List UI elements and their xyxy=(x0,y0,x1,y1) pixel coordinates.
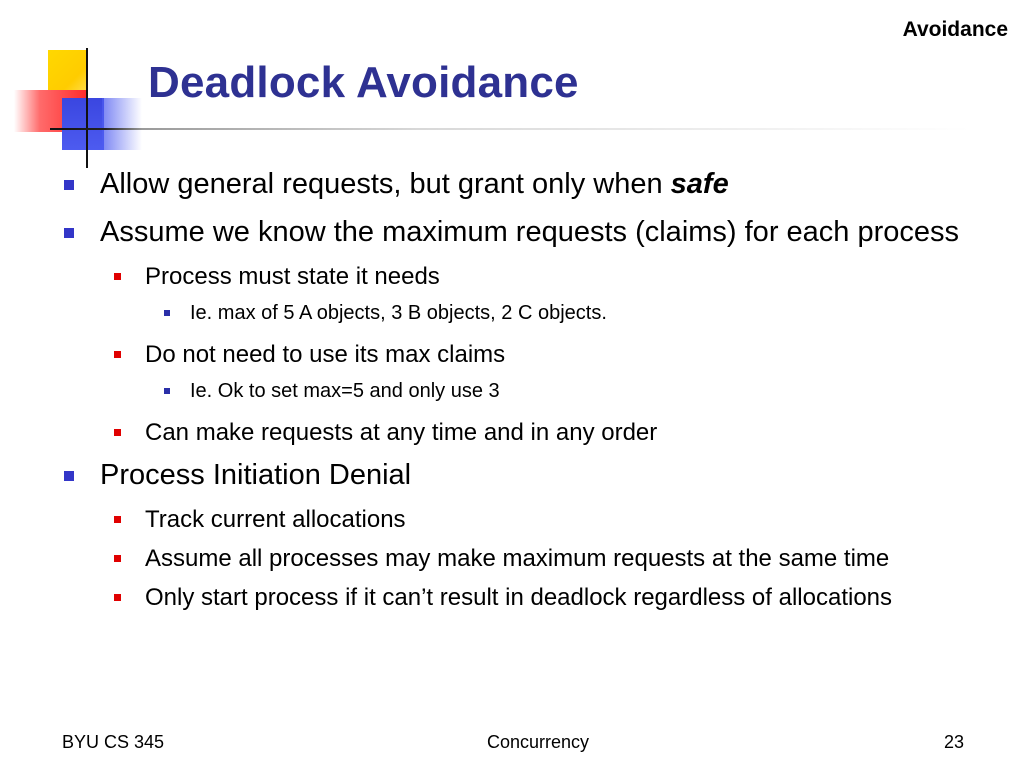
sub-bullet-item xyxy=(60,338,1000,372)
bullet-text: Do not need to use its max claims xyxy=(145,341,506,368)
sub-bullet-item xyxy=(60,581,1000,615)
square-bullet-icon xyxy=(64,180,74,190)
sub-sub-bullet-item xyxy=(60,377,1000,405)
bullet-text: Process must state it needs xyxy=(145,263,440,290)
bullet-text: Ie. Ok to set max=5 and only use 3 xyxy=(190,380,500,402)
bullet-text: Process Initiation Denial xyxy=(100,459,412,491)
bullet-list xyxy=(60,164,1000,620)
square-bullet-icon xyxy=(64,471,74,481)
bullet-item xyxy=(60,164,1000,205)
square-bullet-icon xyxy=(114,594,121,601)
square-bullet-icon xyxy=(164,388,170,394)
square-bullet-icon xyxy=(64,228,74,238)
bullet-item xyxy=(60,455,1000,496)
square-bullet-icon xyxy=(114,429,121,436)
sub-bullet-item xyxy=(60,503,1000,537)
sub-bullet-item xyxy=(60,416,1000,450)
footer-page-number: 23 xyxy=(943,732,964,752)
corner-squares-logo xyxy=(0,0,160,170)
bullet-text: Assume all processes may make maximum requests at the same time xyxy=(145,545,890,572)
bullet-text: Assume we know the maximum requests (claims) for each process xyxy=(100,216,960,248)
square-bullet-icon xyxy=(114,555,121,562)
title-underline xyxy=(50,128,970,130)
sub-sub-bullet-item xyxy=(60,299,1000,327)
sub-bullet-item xyxy=(60,260,1000,294)
bullet-text: Track current allocations xyxy=(145,506,406,533)
square-bullet-icon xyxy=(114,516,121,523)
square-bullet-icon xyxy=(164,310,170,316)
square-bullet-icon xyxy=(114,351,121,358)
section-tag: Avoidance xyxy=(902,18,1008,41)
bullet-item xyxy=(60,212,1000,253)
logo-blue-square xyxy=(62,98,104,150)
logo-blue-fade xyxy=(102,98,142,150)
logo-vertical-line xyxy=(86,48,88,168)
sub-bullet-item xyxy=(60,542,1000,576)
bullet-text: Ie. max of 5 A objects, 3 B objects, 2 C objects. xyxy=(190,302,607,324)
bullet-emphasis: safe xyxy=(670,168,729,200)
slide-title: Deadlock Avoidance xyxy=(148,58,579,107)
bullet-text: Allow general requests, but grant only when xyxy=(100,168,671,200)
bullet-text: Only start process if it can’t result in deadlock regardless of allocations xyxy=(145,584,893,611)
bullet-text: Can make requests at any time and in any order xyxy=(145,419,658,446)
footer-topic: Concurrency xyxy=(486,732,590,752)
square-bullet-icon xyxy=(114,273,121,280)
footer-course: BYU CS 345 xyxy=(62,732,165,752)
